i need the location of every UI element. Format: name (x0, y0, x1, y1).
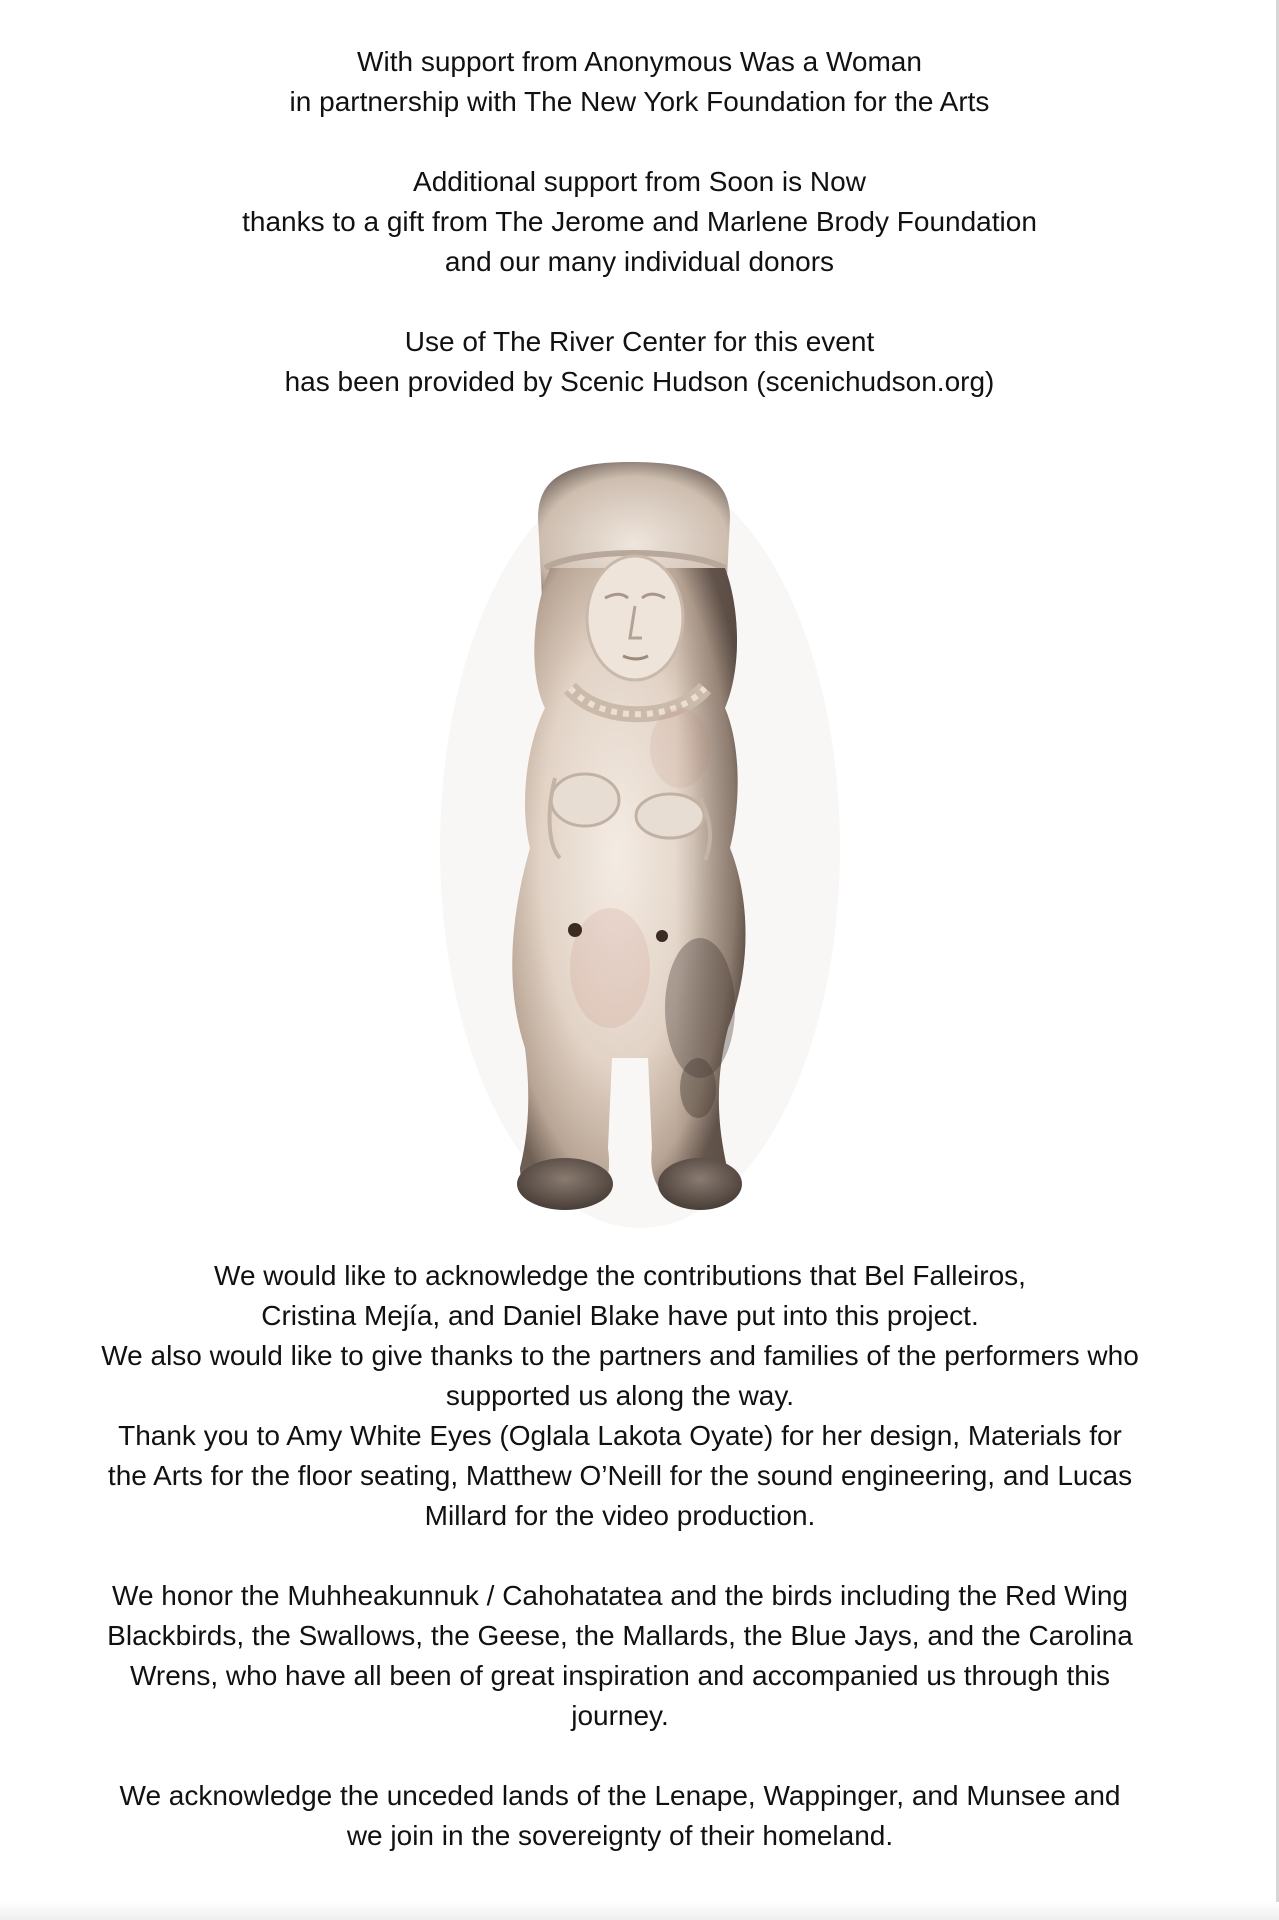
acknowledgement-line: Cristina Mejía, and Daniel Blake have put into this project. (261, 1300, 979, 1331)
acknowledgement-line: Thank you to Amy White Eyes (Oglala Lakota Oyate) for her design, Materials for (118, 1420, 1122, 1451)
clay-figure-image (380, 448, 900, 1228)
support-line: in partnership with The New York Foundation for the Arts (289, 86, 990, 117)
acknowledgements (60, 1256, 1180, 1856)
support-line: Use of The River Center for this event (404, 326, 875, 357)
acknowledgement-line: the Arts for the floor seating, Matthew O’Neill for the sound engineering, and Lucas (107, 1460, 1133, 1491)
support-line: With support from Anonymous Was a Woman (357, 46, 922, 77)
acknowledgement-line: We acknowledge the unceded lands of the Lenape, Wappinger, and Munsee and (119, 1780, 1121, 1811)
support-line: and our many individual donors (444, 246, 835, 277)
support-line: Additional support from Soon is Now (413, 166, 866, 197)
acknowledgement-line: Millard for the video production. (424, 1500, 816, 1531)
acknowledgement-line: supported us along the way. (445, 1380, 795, 1411)
support-line: has been provided by Scenic Hudson (scenichudson.org) (284, 366, 995, 397)
acknowledgement-line: We also would like to give thanks to the partners and families of the performers who (101, 1340, 1139, 1371)
page-bottom-edge (0, 1902, 1279, 1920)
acknowledgement-line: We would like to acknowledge the contributions that Bel Falleiros, (214, 1260, 1026, 1291)
acknowledgement-line: journey. (571, 1700, 669, 1731)
acknowledgement-line: We honor the Muhheakunnuk / Cahohatatea and the birds including the Red Wing (112, 1580, 1128, 1611)
acknowledgement-line: Blackbirds, the Swallows, the Geese, the Mallards, the Blue Jays, and the Carolina (107, 1620, 1133, 1651)
support-credits (0, 42, 1279, 402)
support-line: thanks to a gift from The Jerome and Marlene Brody Foundation (242, 206, 1037, 237)
acknowledgement-line: Wrens, who have all been of great inspiration and accompanied us through this (129, 1660, 1111, 1691)
acknowledgement-line: we join in the sovereignty of their homeland. (346, 1820, 894, 1851)
